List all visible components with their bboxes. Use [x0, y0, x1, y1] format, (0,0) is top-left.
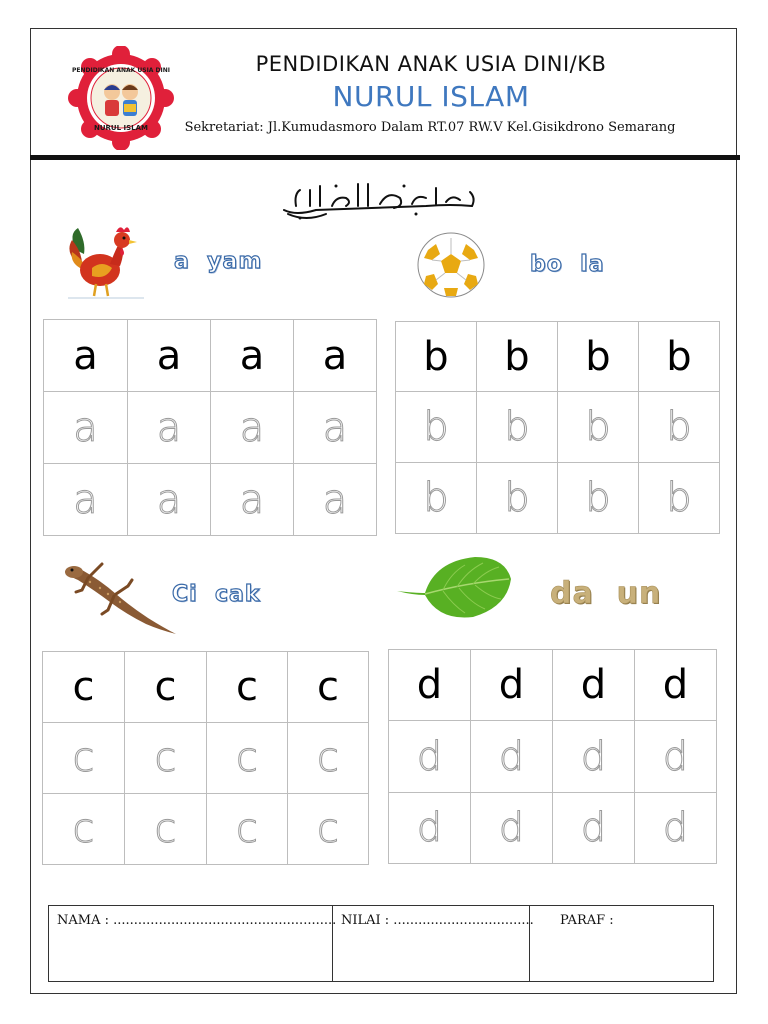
lizard-icon [60, 560, 178, 636]
letter-trace: b [423, 475, 449, 521]
grid-cell[interactable] [396, 463, 477, 534]
letter-trace: c [236, 806, 258, 852]
grid-cell [288, 652, 369, 723]
nilai-label: NILAI : .................................. [341, 913, 534, 928]
grid-cell[interactable] [207, 794, 288, 865]
nama-field[interactable] [49, 906, 337, 981]
letter-trace: a [239, 476, 265, 523]
letter-trace: c [72, 735, 95, 781]
grid-row-trace [44, 464, 377, 536]
secretariat-address: Sekretariat: Jl.Kumudasmoro Dalam RT.07 RW.V Kel.Gisikdrono Semarang [184, 120, 676, 135]
rooster-icon [66, 220, 146, 300]
letter-trace: a [322, 476, 348, 523]
letter-trace: a [156, 476, 182, 523]
grid-cell[interactable] [288, 794, 369, 865]
letter-trace: b [666, 404, 692, 450]
letter-trace: c [72, 806, 95, 852]
grid-row-trace [389, 721, 717, 793]
grid-cell[interactable] [558, 392, 639, 463]
letter-trace: c [317, 806, 339, 852]
grid-cell [635, 650, 717, 721]
letter-grid-d [388, 649, 717, 864]
grid-row-trace [43, 794, 369, 865]
letter-trace: d [416, 733, 443, 780]
grid-cell [471, 650, 553, 721]
letter-solid: c [154, 664, 177, 710]
letter-trace: b [504, 404, 530, 450]
grid-cell [553, 650, 635, 721]
letter-solid: b [585, 333, 611, 380]
grid-cell[interactable] [128, 464, 211, 536]
grid-cell[interactable] [288, 723, 369, 794]
grid-row-solid [44, 320, 377, 392]
letter-trace: c [317, 735, 339, 781]
letter-trace: a [322, 404, 348, 451]
football-icon [416, 232, 486, 298]
grid-cell[interactable] [125, 723, 207, 794]
paraf-field[interactable] [530, 906, 713, 981]
leaf-icon [395, 553, 513, 623]
letter-solid: d [662, 662, 689, 708]
letter-trace: c [154, 735, 177, 781]
word-ayam: a yam [174, 249, 263, 274]
word-cicak: Ci cak [172, 582, 261, 607]
grid-cell [211, 320, 294, 392]
grid-cell[interactable] [211, 464, 294, 536]
header-divider [30, 155, 740, 160]
letter-grid-b [395, 321, 720, 534]
grid-cell[interactable] [553, 793, 635, 864]
letter-trace: a [73, 404, 98, 451]
word-bola: bo la [530, 252, 605, 277]
grid-cell[interactable] [389, 793, 471, 864]
grid-cell [639, 322, 720, 392]
letter-solid: b [666, 333, 692, 380]
grid-cell[interactable] [207, 723, 288, 794]
grid-cell[interactable] [389, 721, 471, 793]
grid-cell [477, 322, 558, 392]
grid-cell[interactable] [471, 721, 553, 793]
grid-cell [294, 320, 377, 392]
letter-trace: b [423, 404, 449, 450]
grid-row-trace [396, 392, 720, 463]
grid-cell [396, 322, 477, 392]
letter-trace: b [666, 475, 692, 521]
grid-cell[interactable] [477, 463, 558, 534]
letter-trace: d [580, 733, 607, 780]
word-daun: da un [550, 576, 662, 611]
letter-solid: a [239, 332, 265, 379]
grid-row-solid [43, 652, 369, 723]
institution-name: NURUL ISLAM [332, 80, 530, 113]
grid-cell[interactable] [558, 463, 639, 534]
logo-text-bottom: NURUL ISLAM [93, 124, 149, 132]
grid-row-trace [43, 723, 369, 794]
grid-cell[interactable] [294, 392, 377, 464]
nilai-field[interactable] [333, 906, 534, 981]
nama-label: NAMA : ...................................................... [57, 913, 337, 928]
logo-text-top: PENDIDIKAN ANAK USIA DINI [71, 67, 171, 74]
letter-trace: b [585, 475, 611, 521]
letter-solid: c [236, 664, 258, 710]
letter-trace: d [662, 733, 689, 780]
grid-cell[interactable] [211, 392, 294, 464]
letter-grid-c [42, 651, 369, 865]
bismillah-calligraphy [276, 176, 480, 224]
student-info-box [48, 905, 714, 982]
paraf-label: PARAF : [560, 913, 614, 928]
grid-cell[interactable] [639, 392, 720, 463]
letter-trace: d [580, 805, 607, 851]
letter-trace: c [236, 735, 258, 781]
letter-solid: a [322, 332, 348, 379]
grid-row-trace [389, 793, 717, 864]
letter-trace: a [73, 476, 98, 523]
letter-trace: d [416, 805, 443, 851]
grid-cell[interactable] [44, 392, 128, 464]
letter-trace: d [498, 805, 525, 851]
letter-solid: b [423, 333, 449, 380]
grid-cell[interactable] [294, 464, 377, 536]
grid-cell[interactable] [44, 464, 128, 536]
school-logo [64, 46, 178, 150]
letter-trace: c [154, 806, 177, 852]
letter-trace: a [239, 404, 265, 451]
grid-cell[interactable] [43, 794, 125, 865]
letter-solid: a [156, 332, 182, 379]
letter-solid: a [73, 332, 98, 379]
grid-cell [207, 652, 288, 723]
grid-cell [43, 652, 125, 723]
letter-trace: d [498, 733, 525, 780]
letter-solid: d [416, 662, 443, 708]
letter-solid: d [498, 662, 525, 708]
grid-row-solid [389, 650, 717, 721]
letter-solid: b [504, 333, 530, 380]
grid-cell[interactable] [477, 392, 558, 463]
letter-solid: c [317, 664, 339, 710]
grid-cell[interactable] [125, 794, 207, 865]
grid-cell [44, 320, 128, 392]
institution-type: PENDIDIKAN ANAK USIA DINI/KB [255, 52, 607, 76]
grid-cell[interactable] [553, 721, 635, 793]
grid-cell [128, 320, 211, 392]
letter-trace: b [585, 404, 611, 450]
letter-trace: b [504, 475, 530, 521]
grid-cell[interactable] [635, 793, 717, 864]
grid-row-trace [396, 463, 720, 534]
letter-grid-a [43, 319, 377, 536]
grid-cell[interactable] [128, 392, 211, 464]
grid-row-solid [396, 322, 720, 392]
grid-cell[interactable] [635, 721, 717, 793]
grid-cell[interactable] [396, 392, 477, 463]
grid-cell [125, 652, 207, 723]
letter-solid: c [72, 664, 95, 710]
letter-solid: d [580, 662, 607, 708]
grid-row-trace [44, 392, 377, 464]
grid-cell [558, 322, 639, 392]
grid-cell[interactable] [43, 723, 125, 794]
grid-cell[interactable] [639, 463, 720, 534]
grid-cell[interactable] [471, 793, 553, 864]
letter-trace: a [156, 404, 182, 451]
letter-trace: d [662, 805, 689, 851]
grid-cell [389, 650, 471, 721]
